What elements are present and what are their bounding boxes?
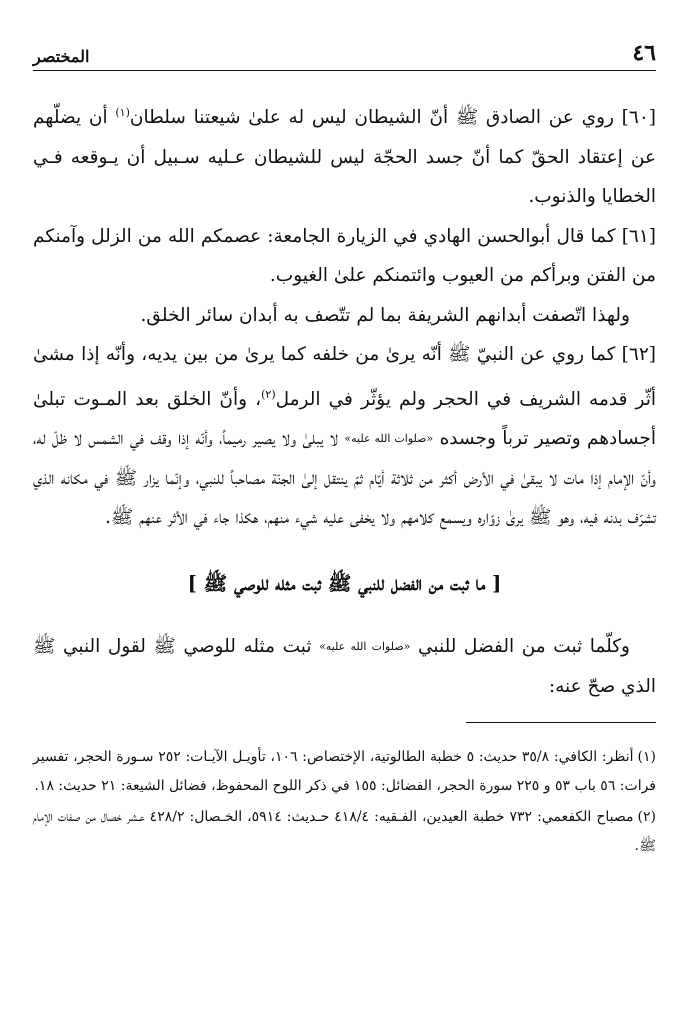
- paragraph-60: [33, 93, 656, 217]
- paragraph-61: [٦١] كما قال أبوالحسن الهادي في الزيارة الجامعة: عصمكم الله من الزلل وآمنكم من الفتن وبرأكم من العيوب وائتمنكم علىٰ الغيوب.: [33, 225, 656, 286]
- footnote-ref-1[interactable]: (١): [115, 106, 130, 119]
- book-page: [33, 38, 656, 1014]
- paragraph-62-text-b: ، وأنّ الخلق بعد المـوت تبلىٰ أجسادهم وتصير ترباً وجسده: [33, 388, 656, 449]
- paragraph-62-text-a: [٦٢] كما روي عن النبيّ ﷺ أنّه يرىٰ من خلفه كما يرىٰ من بين يديه، وأنّه إذا مشىٰ أثّر قدمه الشريف في الحجر ولم يؤثّر في الرمل: [33, 344, 656, 410]
- footnote-2-text: مصباح الكفعمي: ٧٣٢ خطبة العيدين، الفـقيه: ٤١٨/٤ حـديث: ٥٩١٤، الخـصال: ٤٢٨/٢ عـشر خصال من صفات الإمام ﷺ.: [33, 809, 656, 854]
- footnotes: [33, 743, 656, 861]
- section-honorific: «صلوات الله عليه»: [319, 640, 411, 653]
- paragraph-62-text-c: لا يبلىٰ ولا يصير رميماً، وأنّه إذا وقف في الشمس لا ظلّ له، وأنّ الإمام إذا مات لا يبقىٰ في الأرض أكثر من ثلاثة أيّام ثمّ ينتقل إلىٰ الجنّة مصاحباً للنبي، وإنّما يزار ﷺ في مكانه الذي تشرّف بدنه فيه، وهو ﷺ يرىٰ زوّاره ويسمع كلامهم ولا يخفى عليه شيء منهم، هكذا جاء في الأثر عنهم ﷺ.: [33, 428, 656, 528]
- paragraph-60-rest: أن يضلّهم عن إعتقاد الحقّ كما أنّ جسد الحجّة ليس للشيطان عـليه سـبيل أن يـوقعه فـي الخطايا والذنوب.: [33, 107, 656, 207]
- header-rule: [33, 70, 656, 71]
- section-text-a: وكلّما ثبت من الفضل للنبي: [410, 636, 630, 657]
- running-title: المختصر: [33, 47, 90, 66]
- paragraph-60-text: [٦٠] روي عن الصادق ﷺ أنّ الشيطان ليس له علىٰ شيعتنا سلطان: [129, 107, 656, 128]
- page-number: ٤٦: [632, 40, 656, 66]
- main-text: [33, 93, 656, 706]
- page-header: [33, 38, 656, 66]
- section-paragraph: [33, 627, 656, 706]
- footnote-ref-2[interactable]: (٢): [261, 387, 276, 401]
- footnote-separator: [466, 722, 656, 723]
- section-heading: [ ما ثبت من الفضل للنبي ﷺ ثبت مثله للوصي ﷺ ]: [187, 571, 502, 595]
- footnote-1: [33, 743, 656, 801]
- honorific: «صلوات الله عليه»: [344, 432, 434, 445]
- footnote-2-mark: (٢): [637, 809, 656, 825]
- footnote-2: [33, 803, 656, 861]
- footnote-1-text: أنظر: الكافي: ٣٥/٨ حديث: ٥ خطبة الطالوتية، الإختصاص: ١٠٦، تأويـل الآيـات: ٢٥٢ سـورة الحجر، تفسير فرات: ٥٦ باب ٥٣ و ٢٢٥ سورة الحجر، الفضائل: ١٥٥ في ذكر اللوح المحفوظ، فضائل الشيعة: ٢١ حديث: ١٨.: [33, 749, 656, 794]
- paragraph-62: [33, 335, 656, 538]
- footnote-1-mark: (١): [637, 749, 656, 765]
- paragraph-61b: ولهذا اتّصفت أبدانهم الشريفة بما لم تتّصف به أبدان سائر الخلق.: [140, 304, 630, 326]
- section-text-b: ثبت مثله للوصي ﷺ لقول النبي ﷺ الذي صحّ عنه:: [33, 636, 656, 697]
